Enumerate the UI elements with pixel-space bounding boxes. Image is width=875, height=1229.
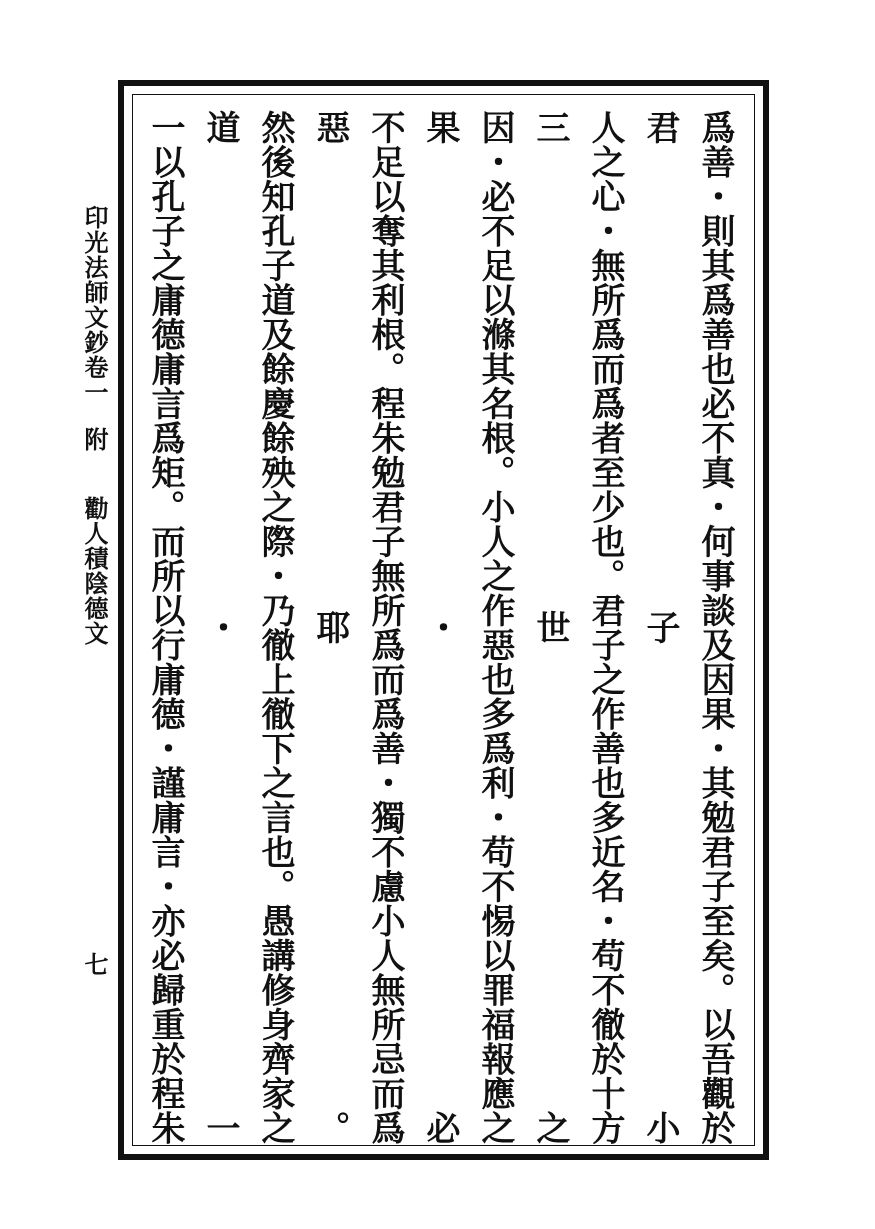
page-number: 七 [80, 952, 109, 976]
text-column: 然後知孔子道及餘慶餘殃之際・乃徹上徹下之言也。愚講修身齊家之道・一 [200, 110, 295, 1145]
running-title [80, 205, 108, 646]
body-text [142, 110, 742, 1145]
appendix-label: 附 [80, 427, 109, 452]
text-column: 不足以奪其利根。程朱勉君子無所爲而爲善・獨不慮小人無所忌而爲惡耶。 [310, 110, 405, 1145]
chapter-title: 勸人積陰德文 [80, 496, 109, 646]
text-column: 一以孔子之庸德庸言爲矩。而所以行庸德・謹庸言・亦必歸重於程朱 [145, 110, 185, 1145]
book-title: 印光法師文鈔卷一 [80, 205, 109, 405]
text-column: 人之心・無所爲而爲者至少也。君子之作善也多近名・苟不徹於十方三世之 [530, 110, 625, 1145]
text-column: 爲善・則其爲善也必不真・何事談及因果・其勉君子至矣。以吾觀於君子小 [640, 110, 735, 1145]
text-column: 因・必不足以滌其名根。小人之作惡也多爲利・苟不惕以罪福報應之果・必 [420, 110, 515, 1145]
